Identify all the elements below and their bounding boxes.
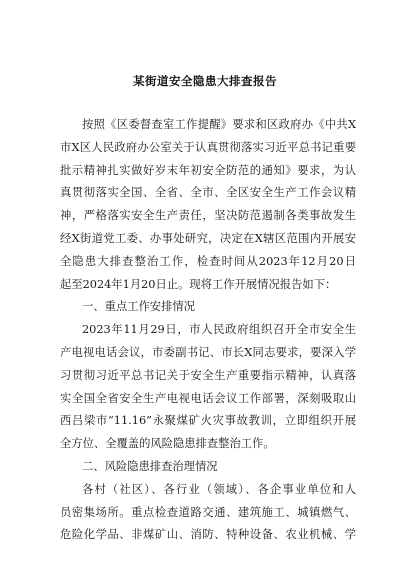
paragraph-line: 全方位、全覆盖的风险隐患排查整治工作。 (60, 437, 275, 451)
section-heading: 二、风险隐患排查治理情况 (82, 459, 218, 473)
paragraph-line: 全隐患大排查整治工作，检查时间从2023年12月20日 (60, 254, 356, 268)
paragraph-line: 各村（社区）、各行业（领域）、各企事业单位和人 (82, 482, 356, 496)
document-title: 某街道安全隐患大排查报告 (133, 74, 277, 88)
paragraph-line: 经X街道党工委、办事处研究，决定在X辖区范围内开展安 (60, 231, 356, 245)
paragraph-line: 市X区人民政府办公室关于认真贯彻落实习近平总书记重要 (60, 140, 356, 154)
paragraph-line: 批示精神扎实做好岁末年初安全防范的通知》要求，为认 (60, 163, 356, 177)
document-body (60, 114, 356, 547)
paragraph-line: 产电视电话会议，市委副书记、市长X同志要求，要深入学 (60, 345, 356, 359)
paragraph-line: 神，严格落实安全生产责任，坚决防范遏制各类事故发生 (60, 209, 356, 223)
paragraph-line: 危险化学品、非煤矿山、消防、特种设备、农业机械、学 (60, 528, 356, 542)
paragraph-line: 按照《区委督查室工作提醒》要求和区政府办《中共X (82, 118, 356, 131)
paragraph-line: 习贯彻习近平总书记关于安全生产重要指示精神，认真落 (60, 368, 356, 382)
paragraph-line: 实全国全省安全生产电视电话会议工作部署，深刻吸取山 (60, 391, 356, 405)
paragraph-line: 西吕梁市“11.16”永聚煤矿火灾事故教训，立即组织开展 (60, 414, 356, 428)
paragraph-line: 2023年11月29日，市人民政府组织召开全市安全生 (82, 323, 356, 337)
paragraph-line: 起至2024年1月20日止。现将工作开展情况报告如下： (60, 277, 337, 291)
section-heading: 一、重点工作安排情况 (82, 300, 195, 314)
paragraph-line: 员密集场所。重点检查道路交通、建筑施工、城镇燃气、 (60, 505, 356, 519)
paragraph-line: 真贯彻落实全国、全省、全市、全区安全生产工作会议精 (60, 186, 356, 200)
